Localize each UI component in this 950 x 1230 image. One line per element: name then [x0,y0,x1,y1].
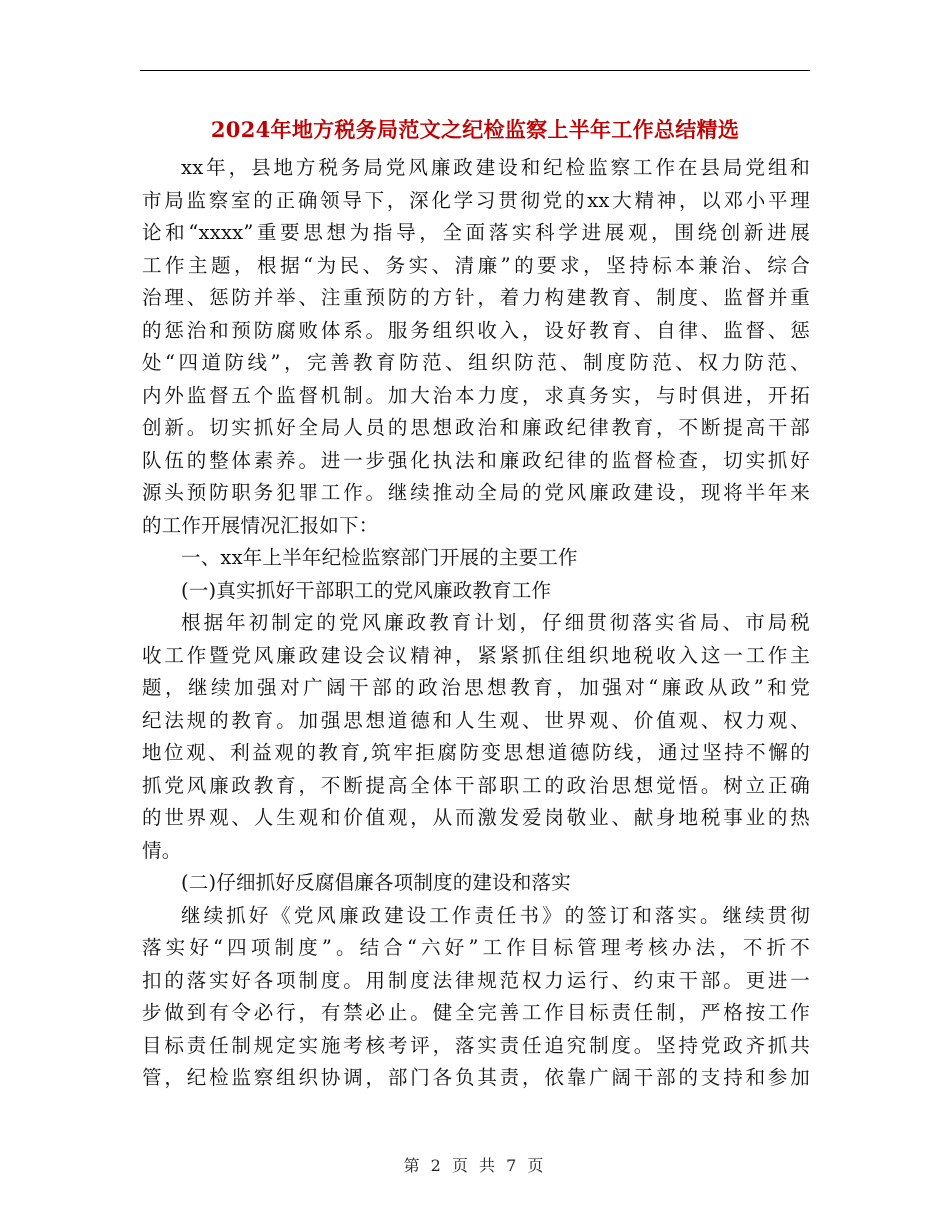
body-line: 管，纪检监察组织协调，部门各负其责，依靠广阔干部的支持和参加 [142,1066,810,1089]
body-line: 内外监督五个监督机制。加大治本力度，求真务实，与时俱进，开拓 [142,383,810,407]
body-line: 治理、惩防并举、注重预防的方针，着力构建教育、制度、监督并重 [142,286,810,309]
body-line: 源头预防职务犯罪工作。继续推动全局的党风廉政建设，现将半年来 [142,481,810,504]
body-line: 根据年初制定的党风廉政教育计划，仔细贯彻落实省局、市局税 [181,611,810,634]
body-line: 落实好“四项制度”。结合“六好”工作目标管理考核办法，不折不 [142,936,810,959]
body-line: 处“四道防线”，完善教育防范、组织防范、制度防范、权力防范、 [142,351,810,374]
section-heading: 一、xx年上半年纪检监察部门开展的主要工作 [181,546,578,569]
body-line: 地位观、利益观的教育,筑牢拒腐防变思想道德防线，通过坚持不懈的 [142,741,810,764]
body-line: 工作主题，根据“为民、务实、清廉”的要求，坚持标本兼治、综合 [142,253,810,277]
page-number: 第 2 页 共 7 页 [403,1156,547,1175]
body-line: 创新。切实抓好全局人员的思想政治和廉政纪律教育，不断提高干部 [142,416,810,439]
document-body [142,152,810,1095]
body-line: 论和“xxxx”重要思想为指导，全面落实科学进展观，围绕创新进展 [142,221,810,244]
body-line: 步做到有令必行，有禁必止。健全完善工作目标责任制，严格按工作 [142,1001,810,1024]
body-line: 抓党风廉政教育，不断提高全体干部职工的政治思想觉悟。树立正确 [142,773,810,797]
body-line: 的世界观、人生观和价值观，从而激发爱岗敬业、献身地税事业的热 [142,806,810,829]
subsection-heading: (二)仔细抓好反腐倡廉各项制度的建设和落实 [181,871,571,894]
body-line: 市局监察室的正确领导下，深化学习贯彻党的xx大精神，以邓小平理 [142,188,810,212]
body-line: 队伍的整体素养。进一步强化执法和廉政纪律的监督检查，切实抓好 [142,448,810,472]
body-line: 题，继续加强对广阔干部的政治思想教育，加强对“廉政从政”和党 [142,676,810,699]
header-rule [140,70,810,71]
document-title: 2024年地方税务局范文之纪检监察上半年工作总结精选 [210,117,740,142]
body-line: 目标责任制规定实施考核考评，落实责任追究制度。坚持党政齐抓共 [142,1033,810,1057]
body-line: 扣的落实好各项制度。用制度法律规范权力运行、约束干部。更进一 [142,968,810,992]
subsection-heading: (一)真实抓好干部职工的党风廉政教育工作 [181,578,552,602]
body-line: 收工作暨党风廉政建设会议精神，紧紧抓住组织地税收入这一工作主 [142,643,810,667]
body-line: xx年，县地方税务局党风廉政建设和纪检监察工作在县局党组和 [181,156,810,179]
body-line: 情。 [142,838,182,862]
body-line: 的工作开展情况汇报如下： [142,513,379,537]
body-line: 继续抓好《党风廉政建设工作责任书》的签订和落实。继续贯彻 [181,903,810,927]
body-line: 的惩治和预防腐败体系。服务组织收入，设好教育、自律、监督、惩 [142,318,810,342]
body-line: 纪法规的教育。加强思想道德和人生观、世界观、价值观、权力观、 [142,708,810,732]
